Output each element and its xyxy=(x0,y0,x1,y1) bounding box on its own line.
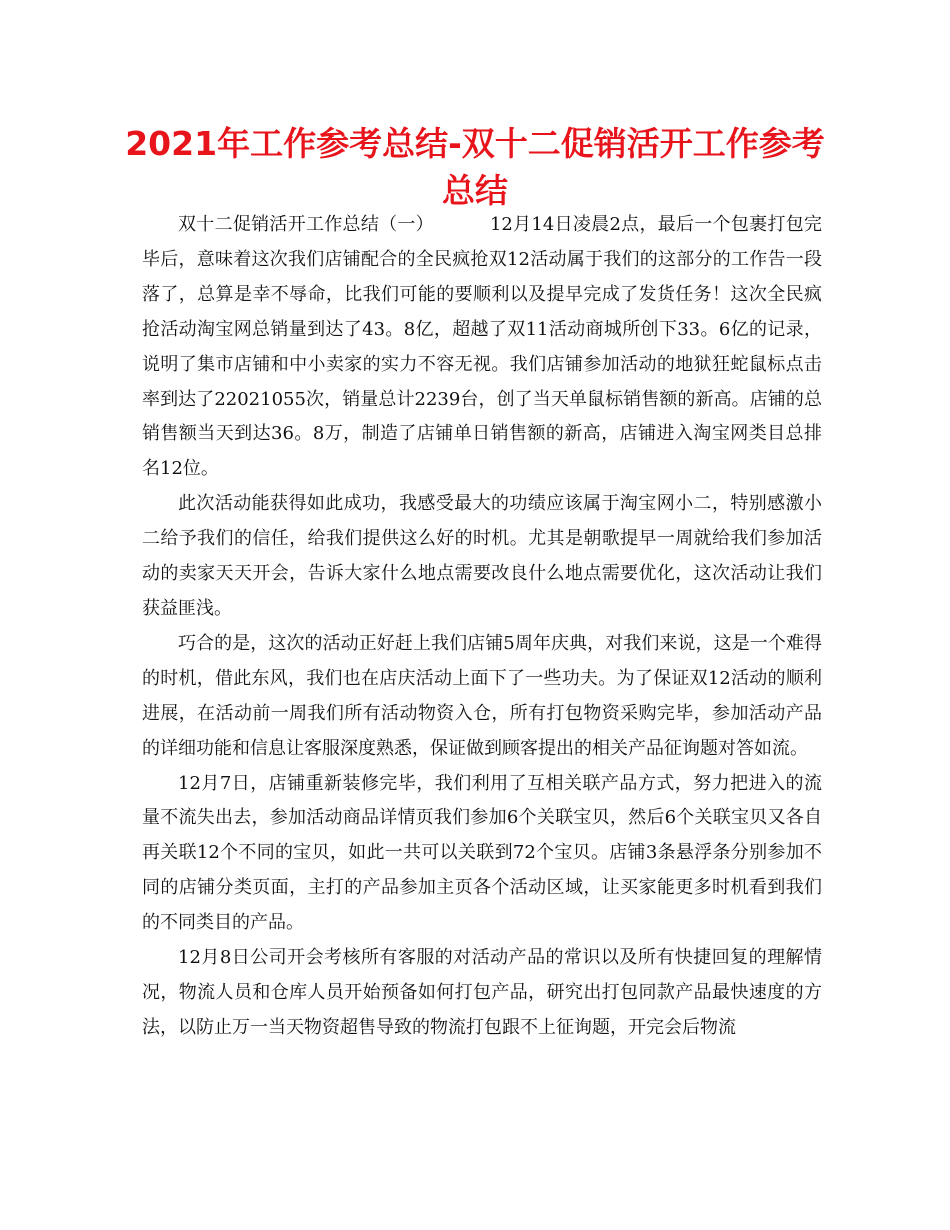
section-heading: 双十二促销活开工作总结（一） xyxy=(178,214,434,235)
document-body xyxy=(142,208,822,1046)
paragraph-1-text: 12月14日凌晨2点，最后一个包裹打包完毕后，意味着这次我们店铺配合的全民疯抢双12活动属于我们的这部分的工作告一段落了，总算是幸不辱命，比我们可能的要顺利以及提早完成了发货任务！这次全民疯抢活动淘宝网总销量到达了43。8亿，超越了双11活动商城所创下33。6亿的记录，说明了集市店铺和中小卖家的实力不容无视。我们店铺参加活动的地狱狂蛇鼠标点击率到达了22021055次，销量总计2239台，创了当天单鼠标销售额的新高。店铺的总销售额当天到达36。8万，制造了店铺单日销售额的新高，店铺进入淘宝网类目总排名12位。 xyxy=(142,214,823,480)
paragraph-5: 12月8日公司开会考核所有客服的对活动产品的常识以及所有快捷回复的理解情况，物流人员和仓库人员开始预备如何打包产品，研究出打包同款产品最快速度的方法，以防止万一当天物资超售导致的物流打包跟不上征询题，开完会后物流 xyxy=(142,947,822,1038)
paragraph-4: 12月7日，店铺重新装修完毕，我们利用了互相关联产品方式，努力把进入的流量不流失出去，参加活动商品详情页我们参加6个关联宝贝，然后6个关联宝贝又各自再关联12个不同的宝贝，如此一共可以关联到72个宝贝。店铺3条悬浮条分别参加不同的店铺分类页面，主打的产品参加主页各个活动区域，让买家能更多时机看到我们的不同类目的产品。 xyxy=(142,772,822,934)
paragraph-1 xyxy=(142,208,822,487)
document-title: 2021年工作参考总结-双十二促销活开工作参考总结 xyxy=(125,124,825,210)
paragraph-2: 此次活动能获得如此成功，我感受最大的功绩应该属于淘宝网小二，特别感激小二给予我们的信任，给我们提供这么好的时机。尤其是朝歌提早一周就给我们参加活动的卖家天天开会，告诉大家什么地点需要改良什么地点需要优化，这次活动让我们获益匪浅。 xyxy=(142,493,822,619)
paragraph-3: 巧合的是，这次的活动正好赶上我们店铺5周年庆典，对我们来说，这是一个难得的时机，借此东风，我们也在店庆活动上面下了一些功夫。为了保证双12活动的顺利进展，在活动前一周我们所有活动物资入仓，所有打包物资采购完毕，参加活动产品的详细功能和信息让客服深度熟悉，保证做到顾客提出的相关产品征询题对答如流。 xyxy=(142,632,822,759)
